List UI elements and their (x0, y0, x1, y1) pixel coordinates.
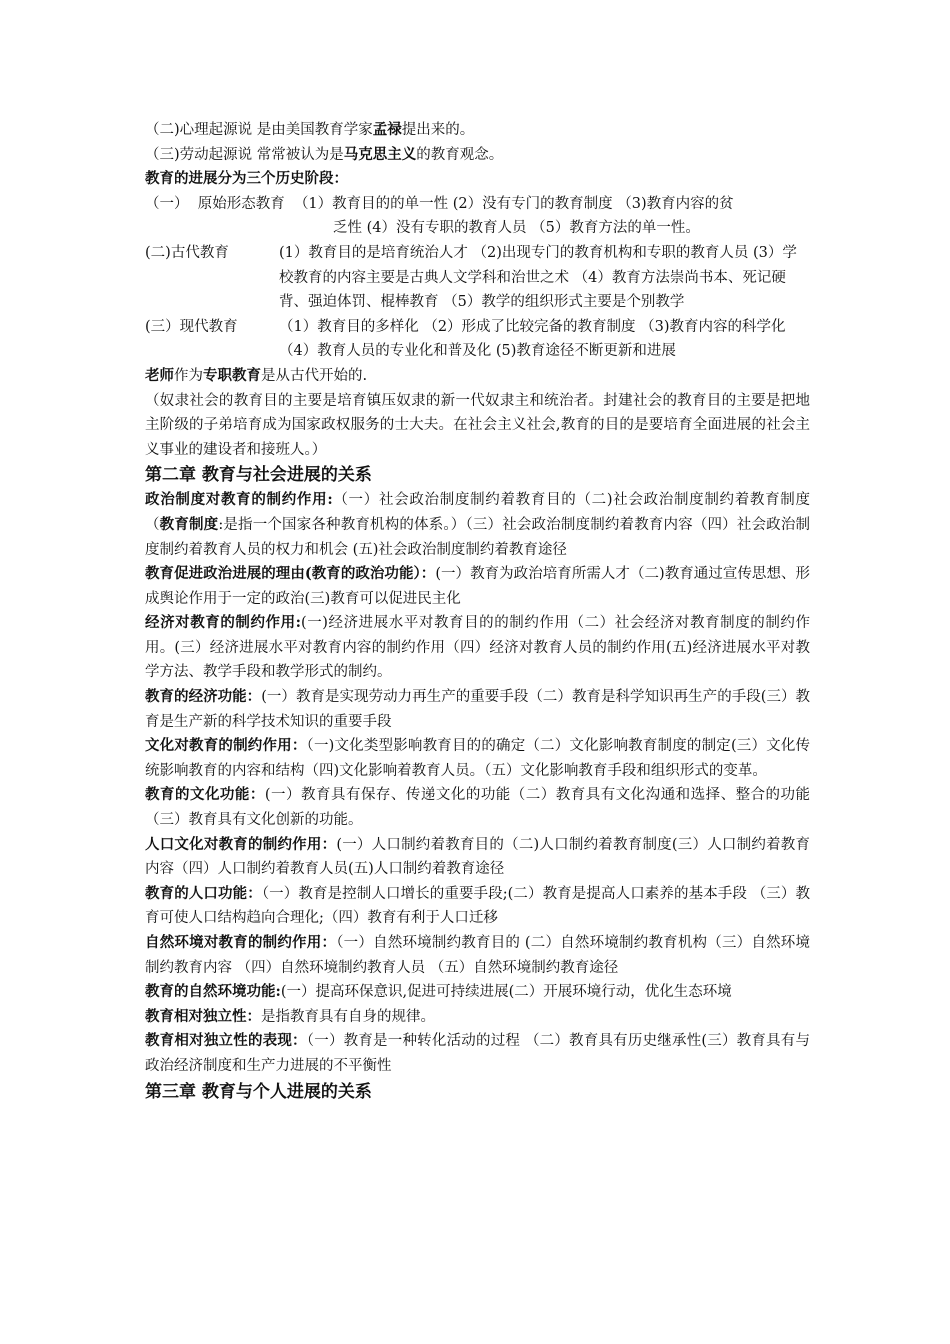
culture-constraint-paragraph (145, 734, 810, 783)
stage-modern (145, 315, 810, 364)
stage-label: (三）现代教育 (145, 318, 247, 335)
chapter-2-heading: 第二章 教育与社会进展的关系 (145, 465, 372, 486)
bold-term: 孟禄 (372, 121, 402, 138)
text: (一）提高环保意识,促进可持续进展(二）开展环境行动，优化生态环境 (280, 984, 732, 1001)
stage-ancient (145, 241, 810, 315)
culture-function-paragraph (145, 783, 810, 832)
politics-function-paragraph (145, 562, 810, 611)
environment-constraint-paragraph (145, 931, 810, 980)
text: 是指教育具有自身的规律。 (261, 1008, 435, 1025)
term-heading: 教育相对独立性的表现： (145, 1032, 307, 1050)
term-heading: 教育的经济功能： (145, 688, 262, 706)
environment-function-paragraph (145, 980, 810, 1005)
origin-labor-line (145, 143, 810, 168)
text: 的教育观念。 (416, 146, 504, 163)
term-heading: 教育相对独立性： (145, 1007, 261, 1025)
population-constraint-paragraph (145, 833, 810, 882)
document-page (145, 118, 810, 1105)
note-paragraph: （奴隶社会的教育目的主要是培育镇压奴隶的新一代奴隶主和统治者。封建社会的教育目的主要是把地主阶级的子弟培育成为国家政权服务的士大夫。在社会主义社会,教育的目的是要培育全面进展的社会主义事业的建设者和接班人。） (145, 392, 810, 458)
term-heading: 教育的自然环境功能: (145, 983, 281, 1001)
text: 作为 (174, 367, 203, 384)
economy-constraint-paragraph (145, 611, 810, 685)
chapter-3-heading: 第三章 教育与个人进展的关系 (145, 1081, 372, 1102)
text: (一）人口制约着教育目的（二)人口制约着教育制度(三）人口制约着教育内容（四）人口制约着教育人员(五)人口制约着教育途径 (145, 836, 811, 878)
stage-label: (二)古代教育 (145, 244, 234, 261)
economy-function-paragraph (145, 685, 810, 734)
text: (一）教育具有保存、传递文化的功能（二）教育具有文化沟通和选择、整合的功能（三）教育具有文化创新的功能。 (145, 787, 811, 829)
stage-primitive (145, 192, 810, 241)
independence-paragraph (145, 1005, 810, 1030)
stage-text: （1）教育目的的单一性 (2）没有专门的教育制度 （3)教育内容的贫 (293, 195, 734, 212)
stage-text: 乏性 (4）没有专职的教育人员 （5）教育方法的单一性。 (333, 220, 700, 237)
text: （一）教育是一种转化活动的过程 （二）教育具有历史继承性(三）教育具有与政治经济制度和生产力进展的不平衡性 (145, 1033, 811, 1074)
bold-term: 马克思主义 (343, 145, 417, 163)
stage-text: (1）教育目的是培育统治人才 （2)出现专门的教育机构和专职的教育人员 (3）学校教育的内容主要是古典人文学科和治世之术 （4）教育方法崇尚书本、死记硬背、强迫体罚、棍棒教育 （5）教学的组织形式主要是个别教学 (279, 244, 797, 311)
text: （三)劳动起源说 常常被认为是 (145, 146, 344, 163)
text: （一）教育是控制人口增长的重要手段;(二）教育是提高人口素养的基本手段 （三）教育可使人口结构趋向合理化;（四）教育有利于人口迁移 (145, 885, 811, 927)
term-heading: 文化对教育的制约作用： (145, 737, 307, 755)
text: （一）社会政治制度制约着教育目的（二)社会政治制度制约着教育制度 （ (145, 492, 810, 533)
text: （一）自然环境制约教育目的 (二）自然环境制约教育机构（三）自然环境制约教育内容 （四）自然环境制约教育人员 （五）自然环境制约教育途径 (145, 935, 811, 976)
politics-constraint-paragraph (145, 488, 810, 562)
population-function-paragraph (145, 882, 810, 931)
term-heading: 人口文化对教育的制约作用： (145, 835, 337, 853)
term-heading: 经济对教育的制约作用: (145, 614, 301, 632)
stage-label: （一） 原始形态教育 (145, 195, 294, 212)
independence-manifestation-paragraph (145, 1029, 810, 1078)
text: 是从古代开始的. (261, 367, 368, 384)
term-heading: 政治制度对教育的制约作用: (145, 491, 333, 509)
text: (一）教育是实现劳动力再生产的重要手段（二）教育是科学知识再生产的手段(三）教育是生产新的科学技术知识的重要手段 (145, 689, 811, 730)
stages-heading: 教育的进展分为三个历史阶段： (145, 170, 348, 188)
origin-psychology-line (145, 118, 810, 143)
term-heading: 教育的文化功能： (145, 786, 265, 804)
text: (一)经济进展水平对教育目的的制约作用（二）社会经济对教育制度的制约作用。(三）经济进展水平对教育内容的制约作用（四）经济对教育人员的制约作用(五)经济进展水平对教学方法、教学手段和教学形式的制约。 (145, 615, 810, 681)
text: :是指一个国家各种教育机构的体系。）（三）社会政治制度制约着教育内容（四）社会政治制度制约着教育人员的权力和机会 (五)社会政治制度制约着教育途径 (145, 516, 811, 558)
term-heading: 自然环境对教育的制约作用： (145, 934, 337, 951)
term-heading: 教育促进政治进展的理由(教育的政治功能）： (145, 565, 436, 583)
bold-term: 教育制度 (159, 515, 219, 533)
text: 提出来的。 (401, 122, 475, 138)
text: （二)心理起源说 是由美国教育学家 (145, 122, 373, 138)
teacher-line (145, 364, 810, 389)
text: （一)文化类型影响教育目的的确定（二）文化影响教育制度的制定(三）文化传统影响教育的内容和结构（四)文化影响着教育人员。（五）文化影响教育手段和组织形式的变革。 (145, 738, 811, 779)
stage-text: （1）教育目的多样化 （2）形成了比较完备的教育制度 （3)教育内容的科学化 （4）教育人员的专业化和普及化 (5)教育途径不断更新和进展 (279, 318, 786, 360)
bold-term: 老师 (145, 366, 174, 384)
bold-term: 专职教育 (203, 366, 261, 384)
term-heading: 教育的人口功能： (145, 884, 262, 902)
text: (一）教育为政治培育所需人才（二)教育通过宣传思想、形成舆论作用于一定的政治(三)教育可以促进民主化 (145, 566, 811, 607)
